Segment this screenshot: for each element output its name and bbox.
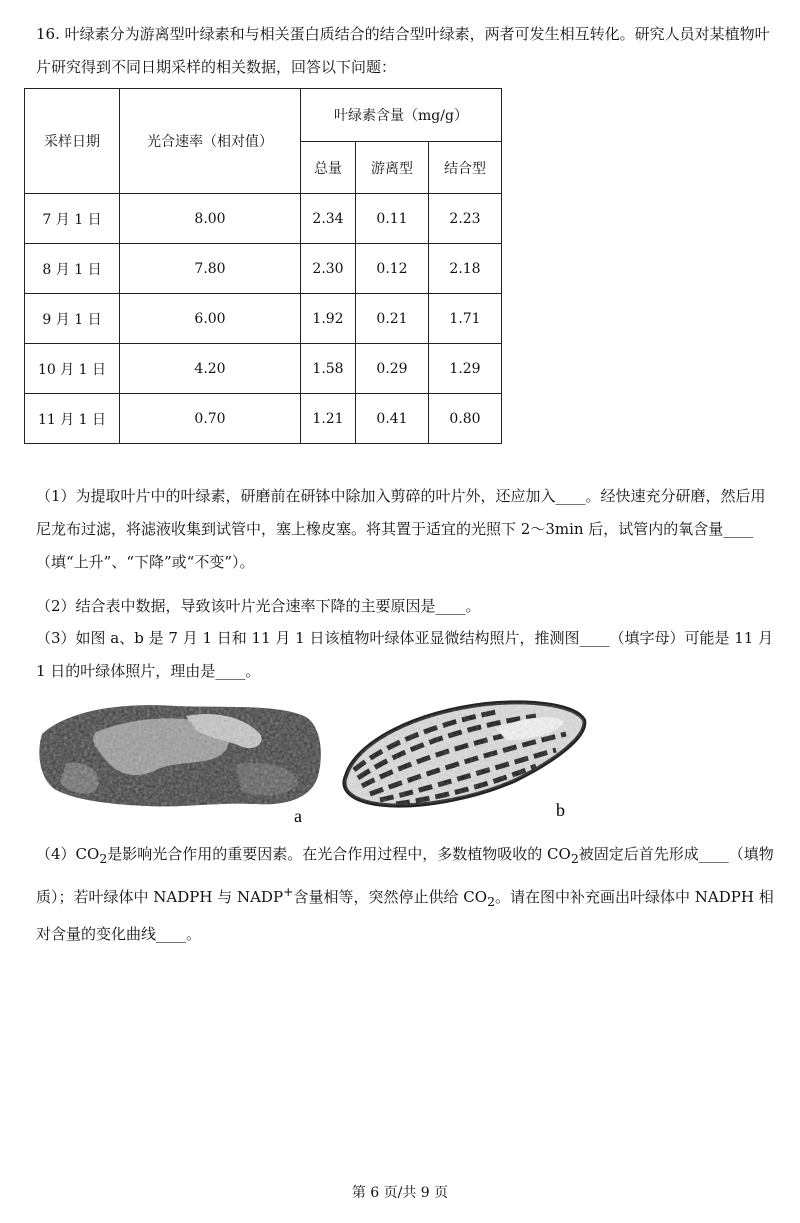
- cell-date: 9 月 1 日: [25, 294, 120, 344]
- page-footer: 第 6 页/共 9 页: [351, 1185, 449, 1201]
- cell-free: 0.41: [356, 394, 429, 444]
- cell-rate: 4.20: [120, 344, 301, 394]
- header-content: 叶绿素含量（mg/g）: [301, 89, 502, 142]
- cell-free: 0.11: [356, 194, 429, 244]
- cell-rate: 7.80: [120, 244, 301, 294]
- table-row: [25, 244, 502, 294]
- cell-total: 1.21: [301, 394, 356, 444]
- question-1: （1）为提取叶片中的叶绿素，研磨前在研钵中除加入剪碎的叶片外，还应加入____。经快速充分研磨，然后用尼龙布过滤，将滤液收集到试管中，塞上橡皮塞。将其置于适宜的光照下 2～3min 后，试管内的氧含量____（填“上升”、“下降”或“不变”）。: [36, 487, 766, 571]
- cell-date: 8 月 1 日: [25, 244, 120, 294]
- cell-total: 2.30: [301, 244, 356, 294]
- cell-free: 0.21: [356, 294, 429, 344]
- cell-rate: 6.00: [120, 294, 301, 344]
- cell-date: 10 月 1 日: [25, 344, 120, 394]
- cell-bound: 2.23: [429, 194, 502, 244]
- photo-a: [39, 705, 320, 806]
- table-row: [25, 344, 502, 394]
- table-row: [25, 394, 502, 444]
- cell-bound: 1.29: [429, 344, 502, 394]
- cell-bound: 1.71: [429, 294, 502, 344]
- cell-date: 11 月 1 日: [25, 394, 120, 444]
- cell-bound: 2.18: [429, 244, 502, 294]
- header-bound: 结合型: [429, 142, 502, 194]
- table-row: [25, 194, 502, 244]
- cell-total: 1.58: [301, 344, 356, 394]
- cell-total: 2.34: [301, 194, 356, 244]
- chlorophyll-table: [24, 88, 502, 444]
- question-4: $(4)CO_2$是影响光合作用的重要因素。在光合作用过程中，多数植物吸收的 $CO_2$被固定后首先形成____（填物质）；若叶绿体中 NADPH 与 NADP+含量相等，突然停止供给 $CO_2$。请在图中补充画出叶绿体中 NADPH 相对含量的变化曲线____。: [36, 845, 774, 943]
- table-row: [25, 294, 502, 344]
- header-free: 游离型: [356, 142, 429, 194]
- header-rate: 光合速率（相对值）: [120, 89, 301, 194]
- header-date: 采样日期: [25, 89, 120, 194]
- cell-rate: 8.00: [120, 194, 301, 244]
- chloroplast-photos: [36, 694, 606, 826]
- header-total: 总量: [301, 142, 356, 194]
- photo-b: [344, 702, 584, 805]
- label-a: a: [294, 806, 302, 826]
- cell-free: 0.29: [356, 344, 429, 394]
- cell-free: 0.12: [356, 244, 429, 294]
- question-2: （2）结合表中数据，导致该叶片光合速率下降的主要原因是____。: [36, 597, 481, 615]
- label-b: b: [556, 800, 565, 820]
- chloroplast-figure: [36, 694, 606, 826]
- cell-total: 1.92: [301, 294, 356, 344]
- cell-date: 7 月 1 日: [25, 194, 120, 244]
- cell-rate: 0.70: [120, 394, 301, 444]
- question-3: （3）如图 a、b 是 7 月 1 日和 11 月 1 日该植物叶绿体亚显微结构照片，推测图____（填字母）可能是 11 月 1 日的叶绿体照片，理由是____。: [36, 629, 774, 680]
- cell-bound: 0.80: [429, 394, 502, 444]
- question-intro: 16. 叶绿素分为游离型叶绿素和与相关蛋白质结合的结合型叶绿素，两者可发生相互转化。研究人员对某植物叶片研究得到不同日期采样的相关数据，回答以下问题：: [36, 25, 770, 76]
